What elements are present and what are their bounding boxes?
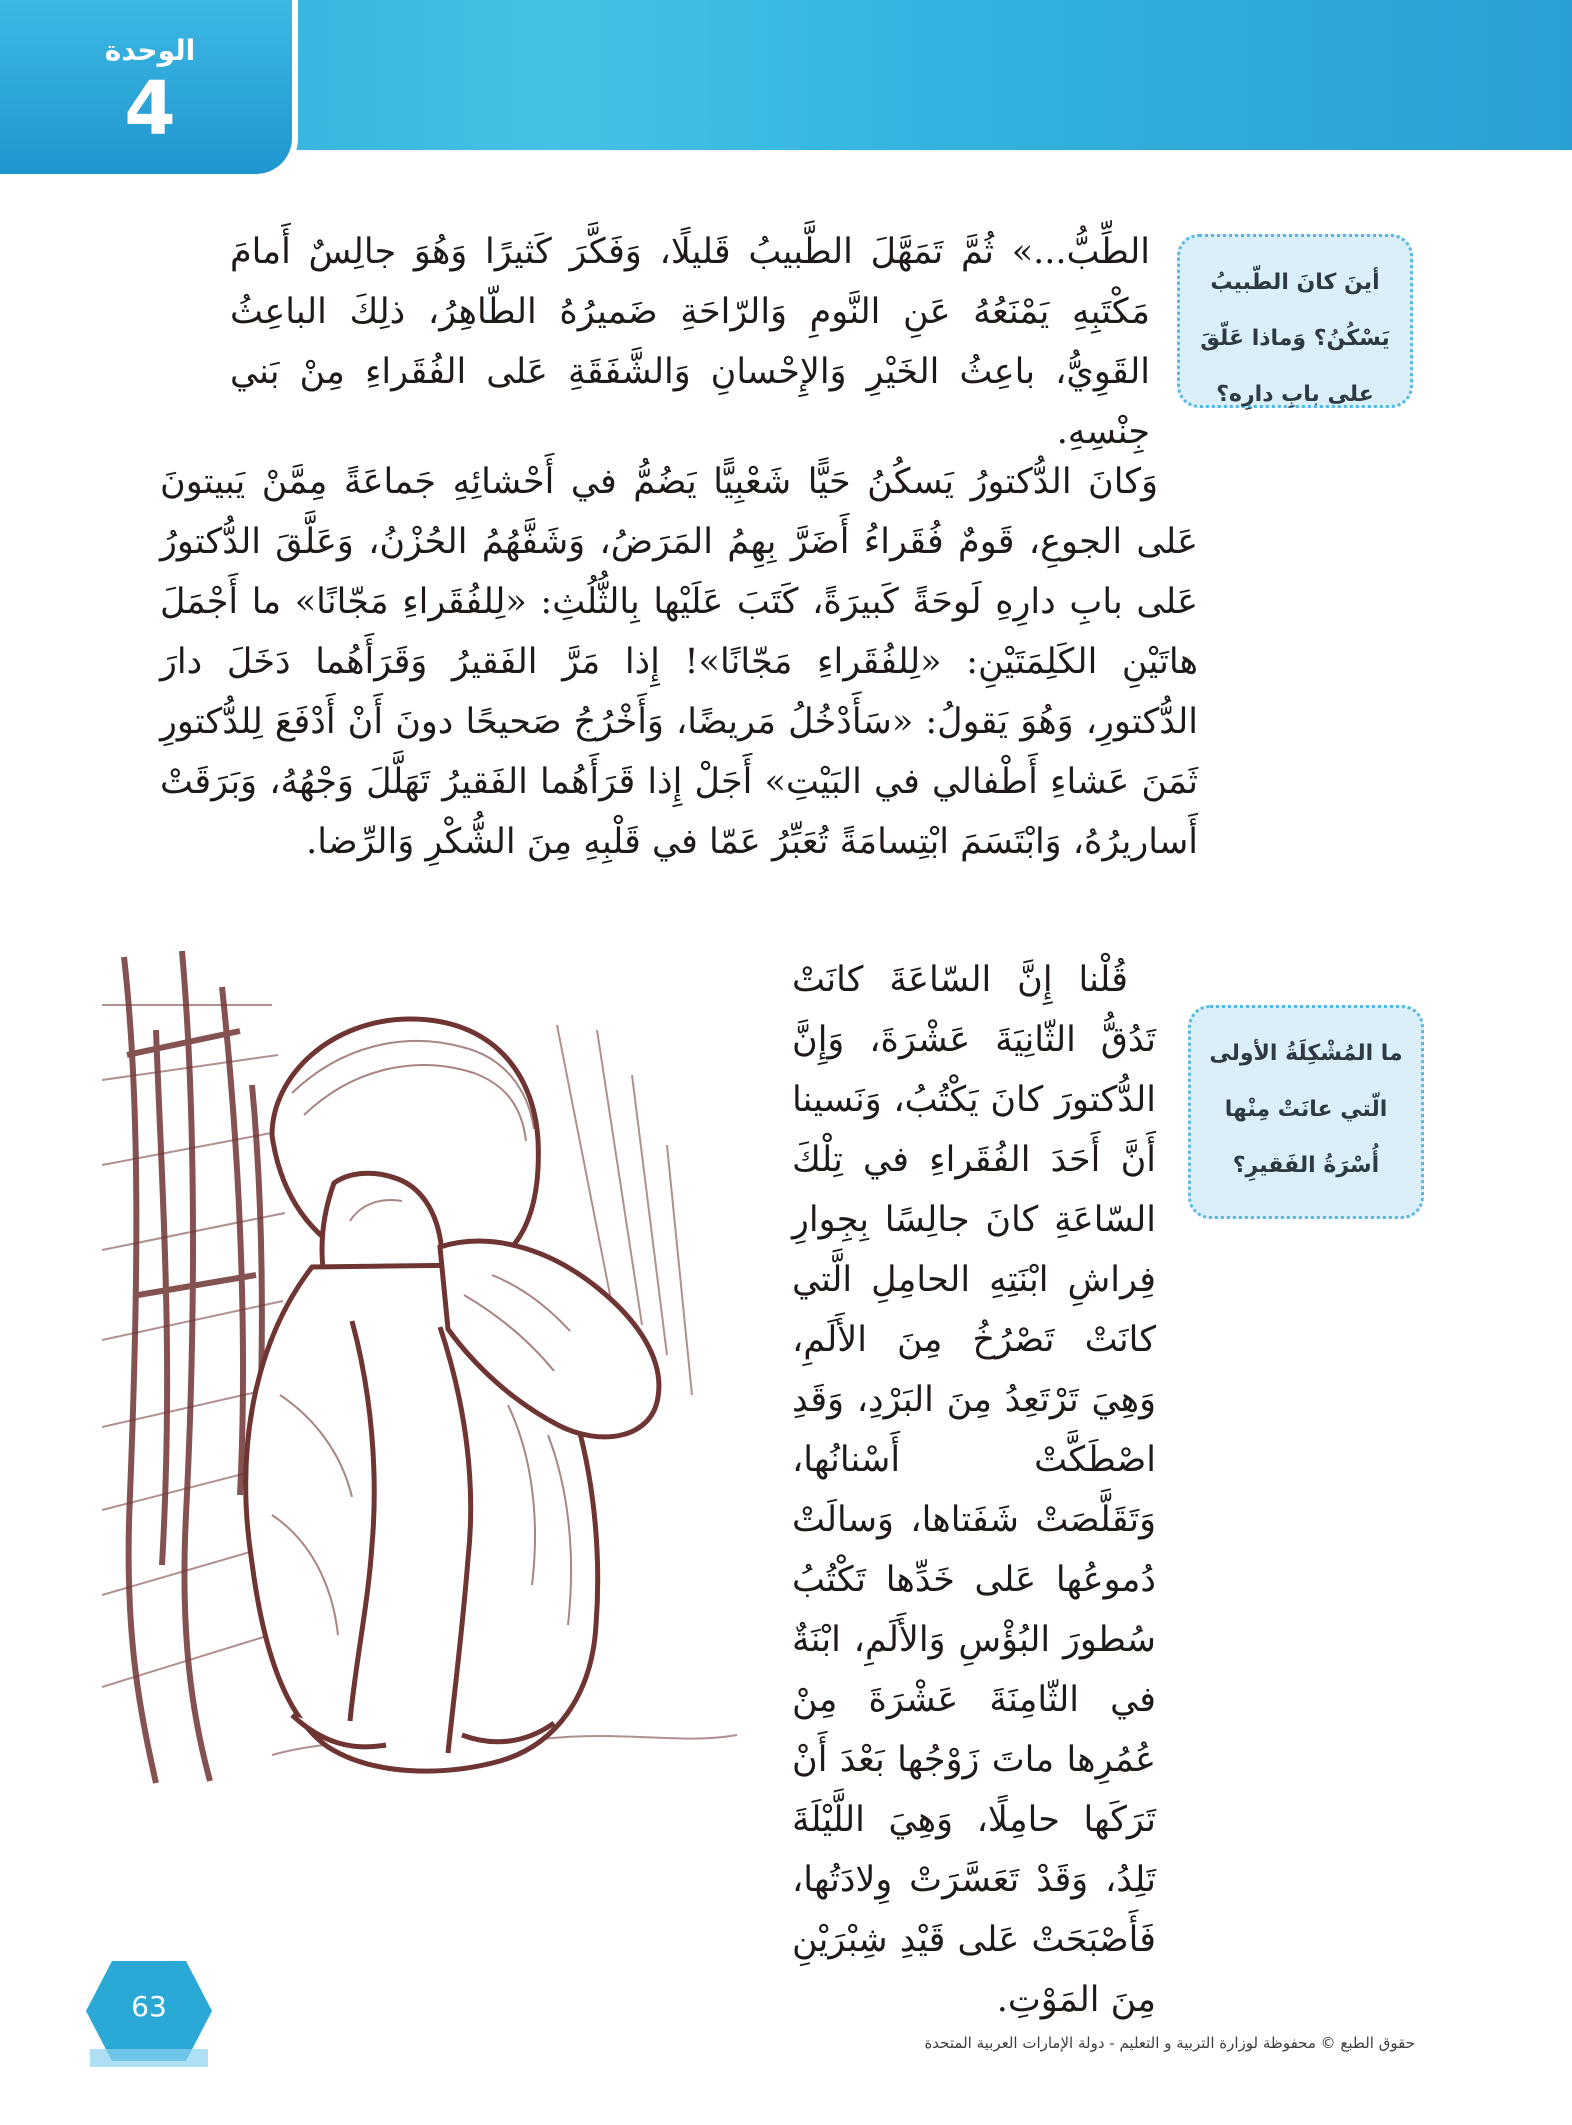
paragraph-1: الطِّبُّ...» ثُمَّ تَمَهَّلَ الطَّبيبُ قَليلًا، وَفَكَّرَ كَثيرًا وَهُوَ جالِسٌ أَمامَ مَكْتَبِهِ يَمْنَعُهُ عَنِ النَّومِ وَالرّاحَةِ ضَميرُهُ الطّاهِرُ، ذلِكَ الباعِثُ القَوِيُّ، باعِثُ الخَيْرِ وَالإِحْسانِ وَالشَّفَقَةِ عَلى الفُقَراءِ مِنْ بَني جِنْسِهِ. [230,232,1150,452]
question-1-text: أينَ كانَ الطّبيبُ يَسْكُنُ؟ وَماذا عَلّقَ على بابِ دارِه؟ [1200,270,1390,407]
unit-number: 4 [124,66,176,152]
copyright-text: حقوق الطبع © محفوظة لوزارة التربية و التعليم - دولة الإمارات العربية المتحدة [924,2034,1415,2052]
question-box-1 [1177,234,1413,408]
page-number: 63 [131,1990,167,2023]
crouching-figure [246,1019,659,1771]
unit-label: الوحدة [104,34,196,67]
unit-tab [0,0,298,180]
question-box-2 [1188,1005,1424,1219]
page-badge-base [90,2049,208,2067]
paragraph-2: وَكانَ الدُّكتورُ يَسكُنُ حَيًّا شَعْبِيًّا يَضُمُّ في أَحْشائِهِ جَماعَةً مِمَّنْ يَبيتونَ عَلى الجوعِ، قَومٌ فُقَراءُ أَضَرَّ بِهِمُ المَرَضُ، وَشَفَّهُمُ الحُزْنُ، وَعَلَّقَ الدُّكتورُ عَلى بابِ دارِهِ لَوحَةً كَبيرَةً، كَتَبَ عَلَيْها بِالثُّلُثِ: «لِلفُقَراءِ مَجّانًا» ما أَجْمَلَ هاتَيْنِ الكَلِمَتَيْنِ: «لِلفُقَراءِ مَجّانًا»! إِذا مَرَّ الفَقيرُ وَقَرَأَهُما دَخَلَ دارَ الدُّكتورِ، وَهُوَ يَقولُ: «سَأَدْخُلُ مَريضًا، وَأَخْرُجُ صَحيحًا دونَ أَنْ أَدْفَعَ لِلدُّكتورِ ثَمَنَ عَشاءِ أَطْفالي في البَيْتِ» أَجَلْ إِذا قَرَأَهُما الفَقيرُ تَهَلَّلَ وَجْهُهُ، وَبَرَقَتْ أَساريرُهُ، وَابْتَسَمَ ابْتِسامَةً تُعَبِّرُ عَمّا في قَلْبِهِ مِنَ الشُّكْرِ وَالرِّضا. [160,462,1198,862]
paragraph-3: قُلْنا إِنَّ السّاعَةَ كانَتْ تَدُقُّ الثّانِيَةَ عَشْرَةَ، وَإِنَّ الدُّكتورَ كانَ يَكْتُبُ، وَنَسينا أَنَّ أَحَدَ الفُقَراءِ في تِلْكَ السّاعَةِ كانَ جالِسًا بِجِوارِ فِراشِ ابْنَتِهِ الحامِلِ الَّتي كانَتْ تَصْرُخُ مِنَ الأَلَمِ، وَهِيَ تَرْتَعِدُ مِنَ البَرْدِ، وَقَدِ اصْطَكَّتْ أَسْنانُها، وَتَقَلَّصَتْ شَفَتاها، وَسالَتْ دُموعُها عَلى خَدِّها تَكْتُبُ سُطورَ البُؤْسِ وَالأَلَمِ، ابْنَةٌ في الثّامِنَةَ عَشْرَةَ مِنْ عُمُرِها ماتَ زَوْجُها بَعْدَ أَنْ تَرَكَها حامِلًا، وَهِيَ اللَّيْلَةَ تَلِدُ، وَقَدْ تَعَسَّرَتْ وِلادَتُها، فَأَصْبَحَتْ عَلى قَيْدِ شِبْرَيْنِ مِنَ المَوْتِ. [792,960,1156,2020]
sketch-illustration [102,935,742,1800]
question-2-text: ما المُشْكِلَةُ الأولى الّتي عانَتْ مِنْها أُسْرَةُ الفَقيرِ؟ [1209,1041,1403,1178]
